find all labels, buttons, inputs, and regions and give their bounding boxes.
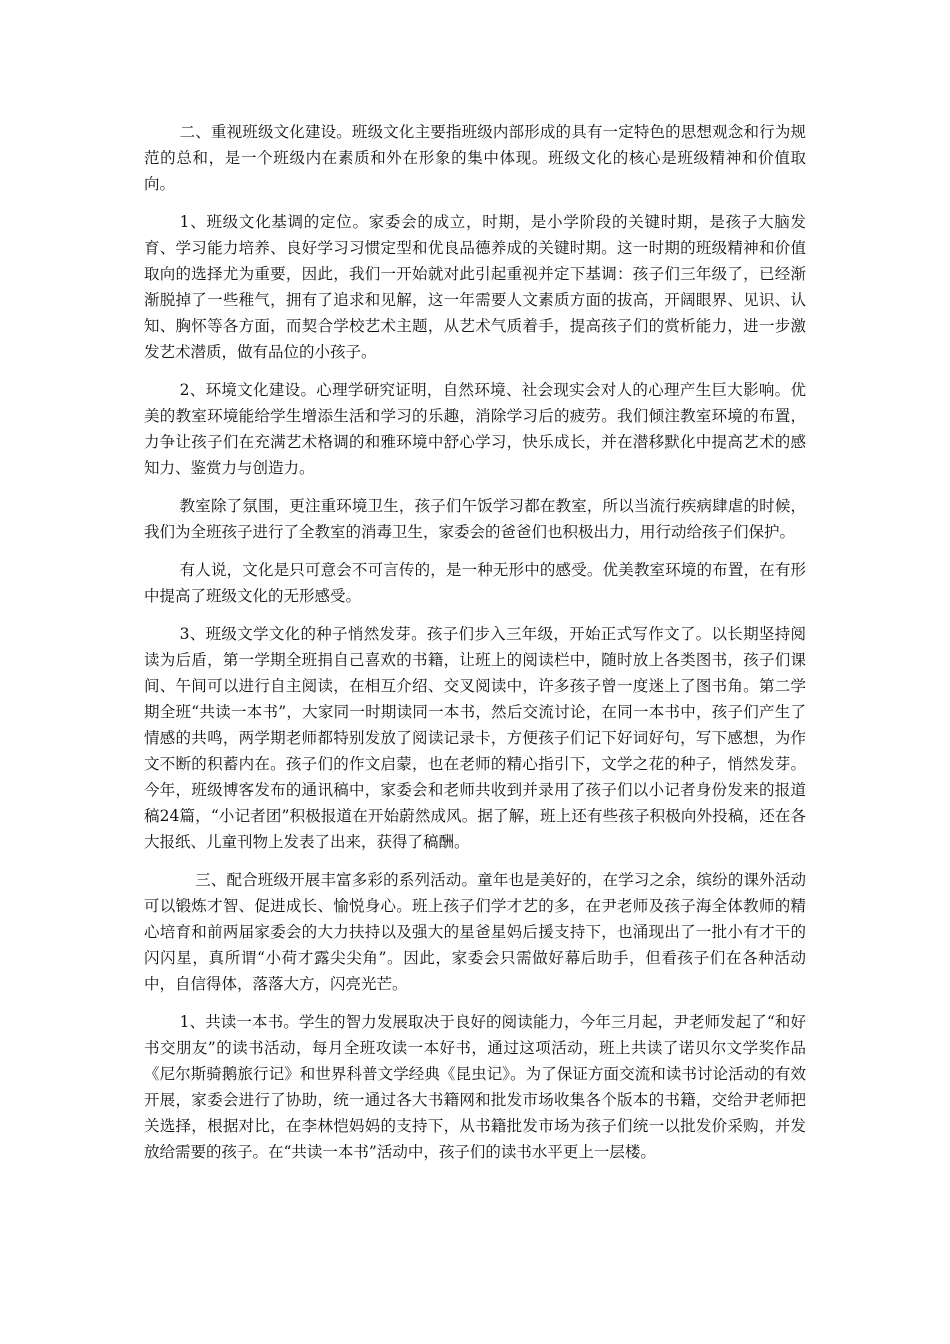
paragraph-read-one-book: 1、共读一本书。学生的智力发展取决于良好的阅读能力，今年三月起，尹老师发起了“和好书交朋友”的读书活动，每月全班攻读一本好书，通过这项活动，班上共读了诺贝尔文学奖作品《尼尔斯骑鹅旅行记》和世界科普文学经典《昆虫记》。为了保证方面交流和读书讨论活动的有效开展，家委会进行了协助，统一通过各大书籍网和批发市场收集各个版本的书籍，交给尹老师把关选择，根据对比，在李林恺妈妈的支持下，从书籍批发市场为孩子们统一以批发价采购，并发放给需要的孩子。在“共读一本书”活动中，孩子们的读书水平更上一层楼。 (144, 1013, 806, 1161)
paragraph-invisible-culture: 有人说，文化是只可意会不可言传的，是一种无形中的感受。优美教室环境的布置，在有形中提高了班级文化的无形感受。 (144, 561, 806, 605)
document-body (144, 119, 806, 1177)
paragraph-literary-culture: 3、班级文学文化的种子悄然发芽。孩子们步入三年级，开始正式写作文了。以长期坚持阅读为后盾，第一学期全班捐自己喜欢的书籍，让班上的阅读栏中，随时放上各类图书，孩子们课间、午间可以进行自主阅读，在相互介绍、交叉阅读中，许多孩子曾一度迷上了图书角。第二学期全班“共读一本书”，大家同一时期读同一本书，然后交流讨论，在同一本书中，孩子们产生了情感的共鸣，两学期老师都特别发放了阅读记录卡，方便孩子们记下好词好句，写下感想，为作文不断的积蓄内在。孩子们的作文启蒙，也在老师的精心指引下，文学之花的种子，悄然发芽。今年，班级博客发布的通讯稿中，家委会和老师共收到并录用了孩子们以小记者身份发来的报道稿24篇，“小记者团”积极报道在开始蔚然成风。据了解，班上还有些孩子积极向外投稿，还在各大报纸、儿童刊物上发表了出来，获得了稿酬。 (144, 625, 806, 851)
paragraph-culture-tone: 1、班级文化基调的定位。家委会的成立，时期，是小学阶段的关键时期，是孩子大脑发育、学习能力培养、良好学习习惯定型和优良品德养成的关键时期。这一时期的班级精神和价值取向的选择尤为重要，因此，我们一开始就对此引起重视并定下基调：孩子们三年级了，已经渐渐脱掉了一些稚气，拥有了追求和见解，这一年需要人文素质方面的拔高，开阔眼界、见识、认知、胸怀等各方面，而契合学校艺术主题，从艺术气质着手，提高孩子们的赏析能力，进一步激发艺术潜质，做有品位的小孩子。 (144, 213, 806, 361)
paragraph-class-culture: 二、重视班级文化建设。班级文化主要指班级内部形成的具有一定特色的思想观念和行为规范的总和，是一个班级内在素质和外在形象的集中体现。班级文化的核心是班级精神和价值取向。 (144, 123, 806, 193)
paragraph-classroom-hygiene: 教室除了氛围，更注重环境卫生，孩子们午饭学习都在教室，所以当流行疾病肆虐的时候，我们为全班孩子进行了全教室的消毒卫生，家委会的爸爸们也积极出力，用行动给孩子们保护。 (144, 497, 806, 541)
paragraph-environment-culture: 2、环境文化建设。心理学研究证明，自然环境、社会现实会对人的心理产生巨大影响。优美的教室环境能给学生增添生活和学习的乐趣，消除学习后的疲劳。我们倾注教室环境的布置，力争让孩子们在充满艺术格调的和雅环境中舒心学习，快乐成长，并在潜移默化中提高艺术的感知力、鉴赏力与创造力。 (144, 381, 806, 477)
paragraph-activities: 三、配合班级开展丰富多彩的系列活动。童年也是美好的，在学习之余，缤纷的课外活动可以锻炼才智、促进成长、愉悦身心。班上孩子们学才艺的多，在尹老师及孩子海全体教师的精心培育和前两届家委会的大力扶持以及强大的星爸星妈后援支持下，也涌现出了一批小有才干的闪闪星，真所谓“小荷才露尖尖角”。因此，家委会只需做好幕后助手，但看孩子们在各种活动中，自信得体，落落大方，闪亮光芒。 (144, 871, 806, 993)
